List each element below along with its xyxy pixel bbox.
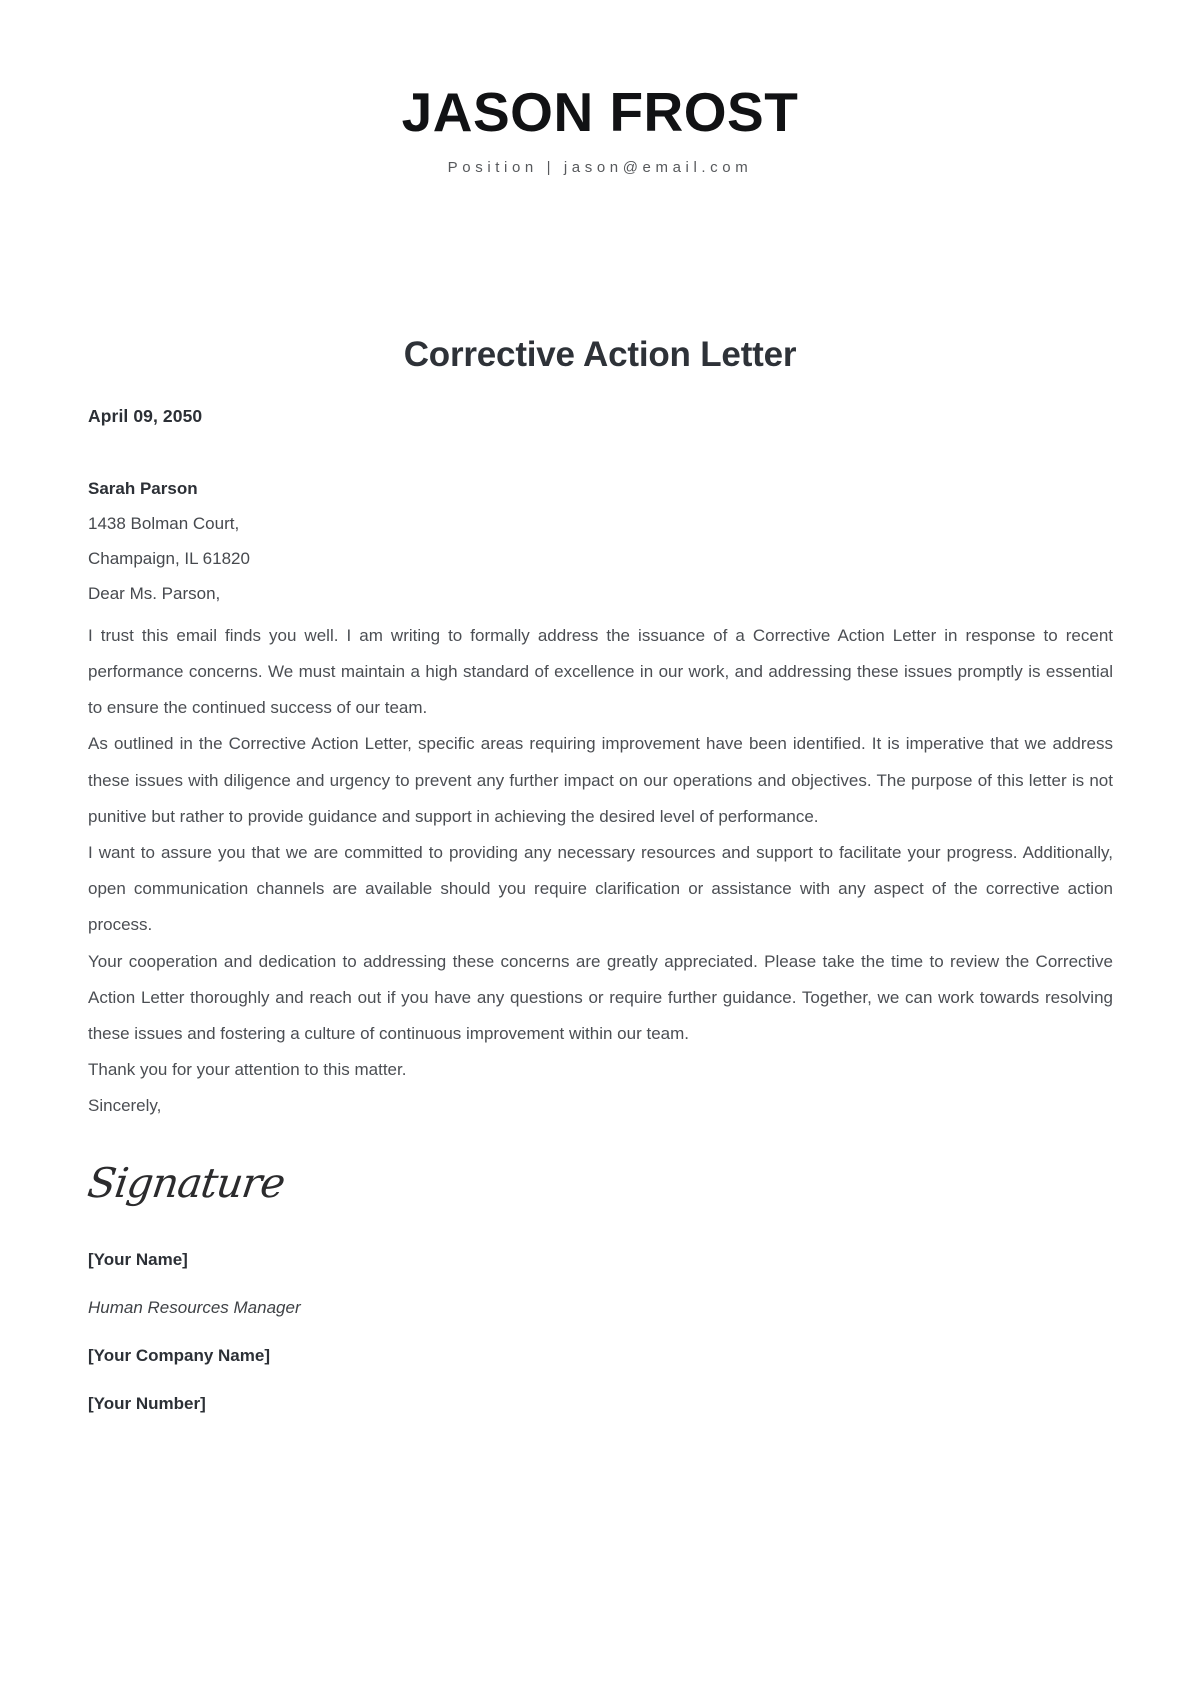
signature-script: Signature: [84, 1158, 288, 1207]
page-title: Corrective Action Letter: [403, 334, 797, 374]
body-paragraph: I trust this email finds you well. I am writing to formally address the issuance of a Corrective Action Letter in response to recent performance concerns. We must maintain a high standard of excellence in our work, and addressing these issues promptly is essential to ensure the continued success of our team.: [88, 625, 1113, 718]
body-paragraph: I want to assure you that we are committed to providing any necessary resources and support to facilitate your progress. Additionally, open communication channels are available should you require clarification or assistance with any aspect of the corrective action process.: [88, 842, 1113, 935]
letterhead-subtitle: Position | jason@email.com: [447, 158, 753, 176]
recipient-address-line-1: 1438 Bolman Court,: [88, 513, 240, 533]
letterhead: [0, 0, 1200, 176]
signoff-company: [Your Company Name]: [88, 1345, 270, 1365]
body-paragraph: Your cooperation and dedication to addressing these concerns are greatly appreciated. Please take the time to review the Corrective Action Letter thoroughly and reach out if you have any questions or require further guidance. Together, we can work towards resolving these issues and fostering a culture of continuous improvement within our team.: [88, 951, 1113, 1043]
letterhead-name: JASON FROST: [401, 81, 799, 143]
letter-body: [0, 406, 1200, 1412]
closing-salutation: Sincerely,: [88, 1096, 162, 1116]
signature-block: [84, 1158, 1113, 1225]
salutation: Dear Ms. Parson,: [88, 583, 221, 603]
signoff-name: [Your Name]: [88, 1249, 188, 1269]
signoff-job-title: Human Resources Manager: [88, 1297, 301, 1317]
body-paragraph: As outlined in the Corrective Action Letter, specific areas requiring improvement have been identified. It is imperative that we address these issues with diligence and urgency to prevent any further impact on our operations and objectives. The purpose of this letter is not punitive but rather to provide guidance and support in achieving the desired level of performance.: [88, 734, 1113, 826]
recipient-address-line-2: Champaign, IL 61820: [88, 548, 250, 568]
closing-thanks: Thank you for your attention to this matter.: [88, 1060, 407, 1080]
recipient-name: Sarah Parson: [88, 478, 198, 498]
signoff-block: [88, 1251, 1113, 1412]
recipient-block: [88, 480, 1113, 567]
signoff-number: [Your Number]: [88, 1393, 206, 1413]
letter-date: April 09, 2050: [88, 405, 203, 426]
